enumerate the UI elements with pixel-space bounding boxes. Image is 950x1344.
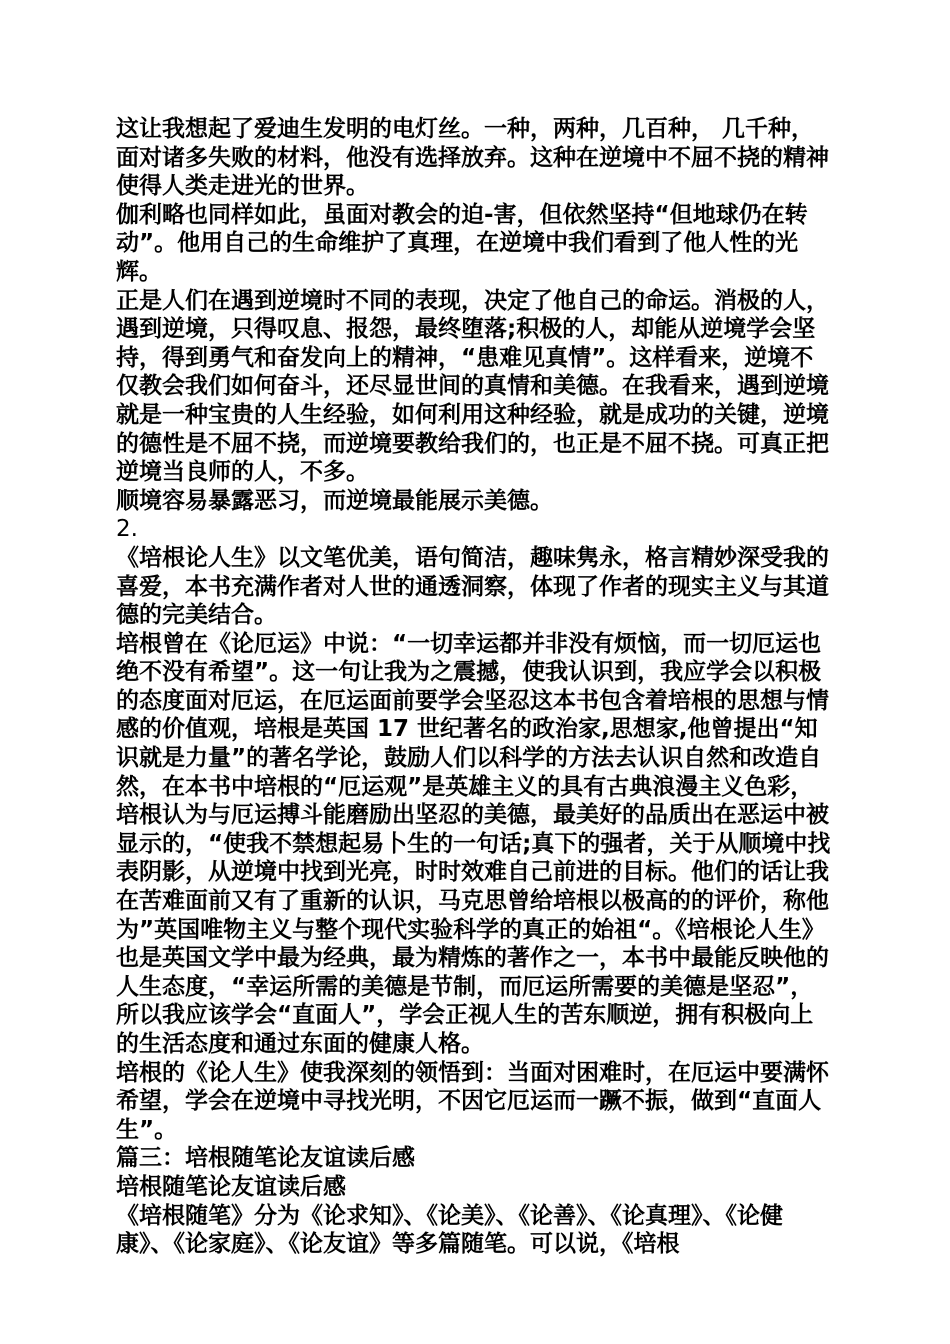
paragraph-bacon-intro: 《培根论人生》以文笔优美，语句简洁，趣味隽永，格言精妙深受我的喜爱，本书充满作者对人世的通透洞察，体现了作者的现实主义与其道德的完美结合。 <box>116 544 829 629</box>
essay-title: 培根随笔论友谊读后感 <box>116 1173 346 1200</box>
paragraph-adversity-virtue: 顺境容易暴露恶习，而逆境最能展示美德。 <box>116 487 553 514</box>
paragraph-galileo: 伽利略也同样如此，虽面对教会的迫-害，但依然坚持“但地球仍在转动”。他用自己的生命维护了真理，在逆境中我们看到了他人性的光辉。 <box>116 201 808 285</box>
section-number: 2. <box>116 516 138 543</box>
section-heading: 篇三：培根随笔论友谊读后感 <box>116 1145 415 1172</box>
paragraph-bacon-adversity: 培根曾在《论厄运》中说：“一切幸运都并非没有烦恼，而一切厄运也绝不没有希望”。这一句让我为之震撼，使我认识到，我应学会以积极的态度面对厄运，在厄运面前要学会坚忍这本书包含着培根的思想与情感的价值观，培根是英国 17 世纪著名的政治家,思想家,他曾提出“知识就是力量”的著名学论，鼓励人们以科学的方法去认识自然和改造自然，在本书中培根的“厄运观”是英雄主义的具有古典浪漫主义色彩，培根认为与厄运搏斗能磨励出坚忍的美德，最美好的品质出在恶运中被显示的，“使我不禁想起易卜生的一句话;真下的强者，关于从顺境中找表阴影，从逆境中找到光亮，时时效难自己前进的目标。他们的话让我在苦难面前又有了重新的认识，马克思曾给培根以极高的的评价，称他为”英国唯物主义与整个现代实验科学的真正的始祖“。《培根论人生》也是英国文学中最为经典，最为精炼的著作之一，本书中最能反映他的人生态度，“幸运所需的美德是节制，而厄运所需要的美德是坚忍”，所以我应该学会“直面人”，学会正视人生的苦东顺逆，拥有积极向上的生活态度和通过东面的健康人格。 <box>116 630 831 1057</box>
paragraph-bacon-conclusion: 培根的《论人生》使我深刻的领悟到：当面对困难时，在厄运中要满怀希望，学会在逆境中寻找光明，不因它厄运而一蹶不振，做到“直面人生”。 <box>116 1059 829 1143</box>
document-page <box>116 115 836 1259</box>
paragraph-edison: 这让我想起了爱迪生发明的电灯丝。一种，两种，几百种， 几千种，面对诸多失败的材料，他没有选择放弃。这种在逆境中不屈不挠的精神使得人类走进光的世界。 <box>116 116 829 200</box>
paragraph-adversity-fate: 正是人们在遇到逆境时不同的表现，决定了他自己的命运。消极的人，遇到逆境，只得叹息、报怨，最终堕落;积极的人，却能从逆境学会坚持，得到勇气和奋发向上的精神，“患难见真情”。这样看来，逆境不仅教会我们如何奋斗，还尽显世间的真情和美德。在我看来，遇到逆境就是一种宝贵的人生经验，如何利用这种经验，就是成功的关键，逆境的德性是不屈不挠，而逆境要教给我们的，也正是不屈不挠。可真正把逆境当良师的人，不多。 <box>116 287 829 486</box>
paragraph-bacon-essays: 《培根随笔》分为《论求知》、《论美》、《论善》、《论真理》、《论健康》、《论家庭》、《论友谊》等多篇随笔。可以说，《培根 <box>116 1202 783 1258</box>
